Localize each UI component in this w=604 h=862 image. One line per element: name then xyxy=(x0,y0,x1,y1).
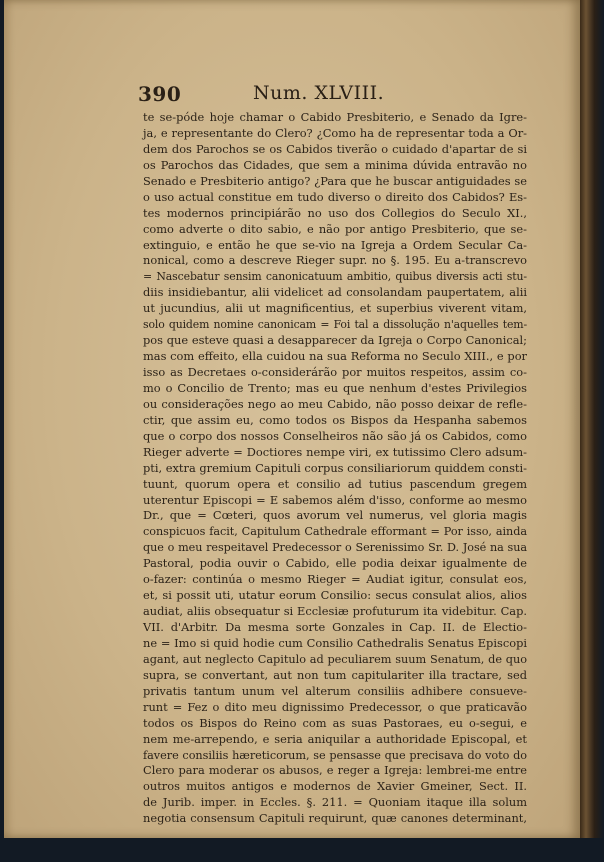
text-line: = Nascebatur sensim canonicatuum ambitio, quibus diversis acti stu- xyxy=(143,270,527,284)
text-line: todos os Bispos do Reino com as suas Pastoraes, eu o-segui, e xyxy=(143,715,527,730)
text-line: Clero para moderar os abusos, e reger a Igreja: lembrei-me entre xyxy=(143,763,527,778)
text-line: o-fazer: continúa o mesmo Rieger = Audiat igitur, consulat eos, xyxy=(143,572,527,587)
page-header xyxy=(0,80,576,106)
text-line: de Jurib. imper. in Eccles. §. 211. = Quoniam itaque illa solum xyxy=(143,795,527,810)
text-line: isso as Decretaes o-considerárão por muitos respeitos, assim co- xyxy=(143,365,527,379)
text-line: nem me-arrependo, e seria aniquilar a authoridade Episcopal, et xyxy=(143,731,527,746)
text-line: uterentur Episcopi = E sabemos além d'isso, conforme ao mesmo xyxy=(143,492,527,507)
text-line: privatis tantum unum vel alterum consiliis adhibere consueve- xyxy=(143,683,527,698)
text-line: et, si possit uti, utatur eorum Consilio: secus consulat alios, alios xyxy=(143,588,527,603)
text-line: Pastoral, podia ouvir o Cabido, elle podia deixar igualmente de xyxy=(143,556,527,571)
text-line: como adverte o dito sabio, e não por antigo Presbiterio, que se- xyxy=(143,221,527,236)
text-line: nonical, como a descreve Rieger supr. no §. 195. Eu a-transcrevo xyxy=(143,253,527,268)
text-line: que o meu respeitavel Predecessor o Serenissimo Sr. D. José na sua xyxy=(143,541,527,555)
text-line: ctir, que assim eu, como todos os Bispos da Hespanha sabemos xyxy=(143,412,527,427)
text-line: tuunt, quorum opera et consilio ad tutius pascendum gregem xyxy=(143,476,527,491)
text-line: te se-póde hoje chamar o Cabido Presbiterio, e Senado da Igre- xyxy=(143,110,527,124)
text-line: Rieger adverte = Doctiores nempe viri, ex tutissimo Clero adsum- xyxy=(143,444,527,459)
text-line: outros muitos antigos e modernos de Xavier Gmeiner, Sect. II. xyxy=(143,779,527,794)
text-line: extinguio, e então he que se-vio na Igreja a Ordem Secular Ca- xyxy=(143,237,527,252)
text-line: ne = Imo si quid hodie cum Consilio Cathedralis Senatus Episcopi xyxy=(143,635,527,650)
text-line: favere consiliis hæreticorum, se pensasse que precisava do voto do xyxy=(143,748,527,762)
text-line: ja, e representante do Clero? ¿Como ha de representar toda a Or- xyxy=(143,125,527,140)
text-line: ut jucundius, alii ut magnificentius, et superbius viverent vitam, xyxy=(143,301,527,316)
text-line: ou considerações nego ao meu Cabido, não posso deixar de refle- xyxy=(143,396,527,411)
text-line: que o corpo dos nossos Conselheiros não são já os Cabidos, como xyxy=(143,428,527,443)
text-line: mo o Concilio de Trento; mas eu que nenhum d'estes Privilegios xyxy=(143,380,527,395)
text-line: o uso actual constitue em tudo diverso o direito dos Cabidos? Es- xyxy=(143,189,527,204)
page-number: 390 xyxy=(138,82,182,106)
text-line: VII. d'Arbitr. Da mesma sorte Gonzales in Cap. II. de Electio- xyxy=(143,620,527,634)
text-line: agant, aut neglecto Capitulo ad peculiarem suum Senatum, de quo xyxy=(143,652,527,666)
text-line: pos que esteve quasi a desapparecer da Igreja o Corpo Canonical; xyxy=(143,333,527,348)
text-line: conspicuos facit, Capitulum Cathedrale efformant = Por isso, ainda xyxy=(143,525,527,539)
book-spine-shadow xyxy=(580,0,604,838)
text-line: Dr., que = Cœteri, quos avorum vel numerus, vel gloria magis xyxy=(143,508,527,523)
text-line: negotia consensum Capituli requirunt, quæ canones determinant, xyxy=(143,811,527,826)
text-line: mas com effeito, ella cuidou na sua Reforma no Seculo XIII., e por xyxy=(143,349,527,364)
text-line: Senado e Presbiterio antigo? ¿Para que he buscar antiguidades se xyxy=(143,173,527,188)
text-line: os Parochos das Cidades, que sem a minima dúvida entravão no xyxy=(143,157,527,172)
text-line: pti, extra gremium Capituli corpus consiliariorum quiddem consti- xyxy=(143,460,527,475)
text-line: audiat, aliis obsequatur si Ecclesiæ profuturum ita videbitur. Cap. xyxy=(143,604,527,619)
text-line: tes modernos principiárão no uso dos Collegios do Seculo XI., xyxy=(143,205,527,220)
text-line: solo quidem nomine canonicam = Foi tal a dissolução n'aquelles tem- xyxy=(143,318,527,332)
scan-background xyxy=(0,838,604,862)
text-line: diis insidiebantur, alii videlicet ad consolandam paupertatem, alii xyxy=(143,285,527,300)
body-text xyxy=(143,110,527,827)
text-line: dem dos Parochos se os Cabidos tiverão o cuidado d'apartar de si xyxy=(143,141,527,156)
running-head: Num. XLVIII. xyxy=(253,82,385,104)
text-line: supra, se convertant, aut non tum capitulariter illa tractare, sed xyxy=(143,667,527,682)
text-line: runt = Fez o dito meu dignissimo Predecessor, o que praticavão xyxy=(143,699,527,714)
